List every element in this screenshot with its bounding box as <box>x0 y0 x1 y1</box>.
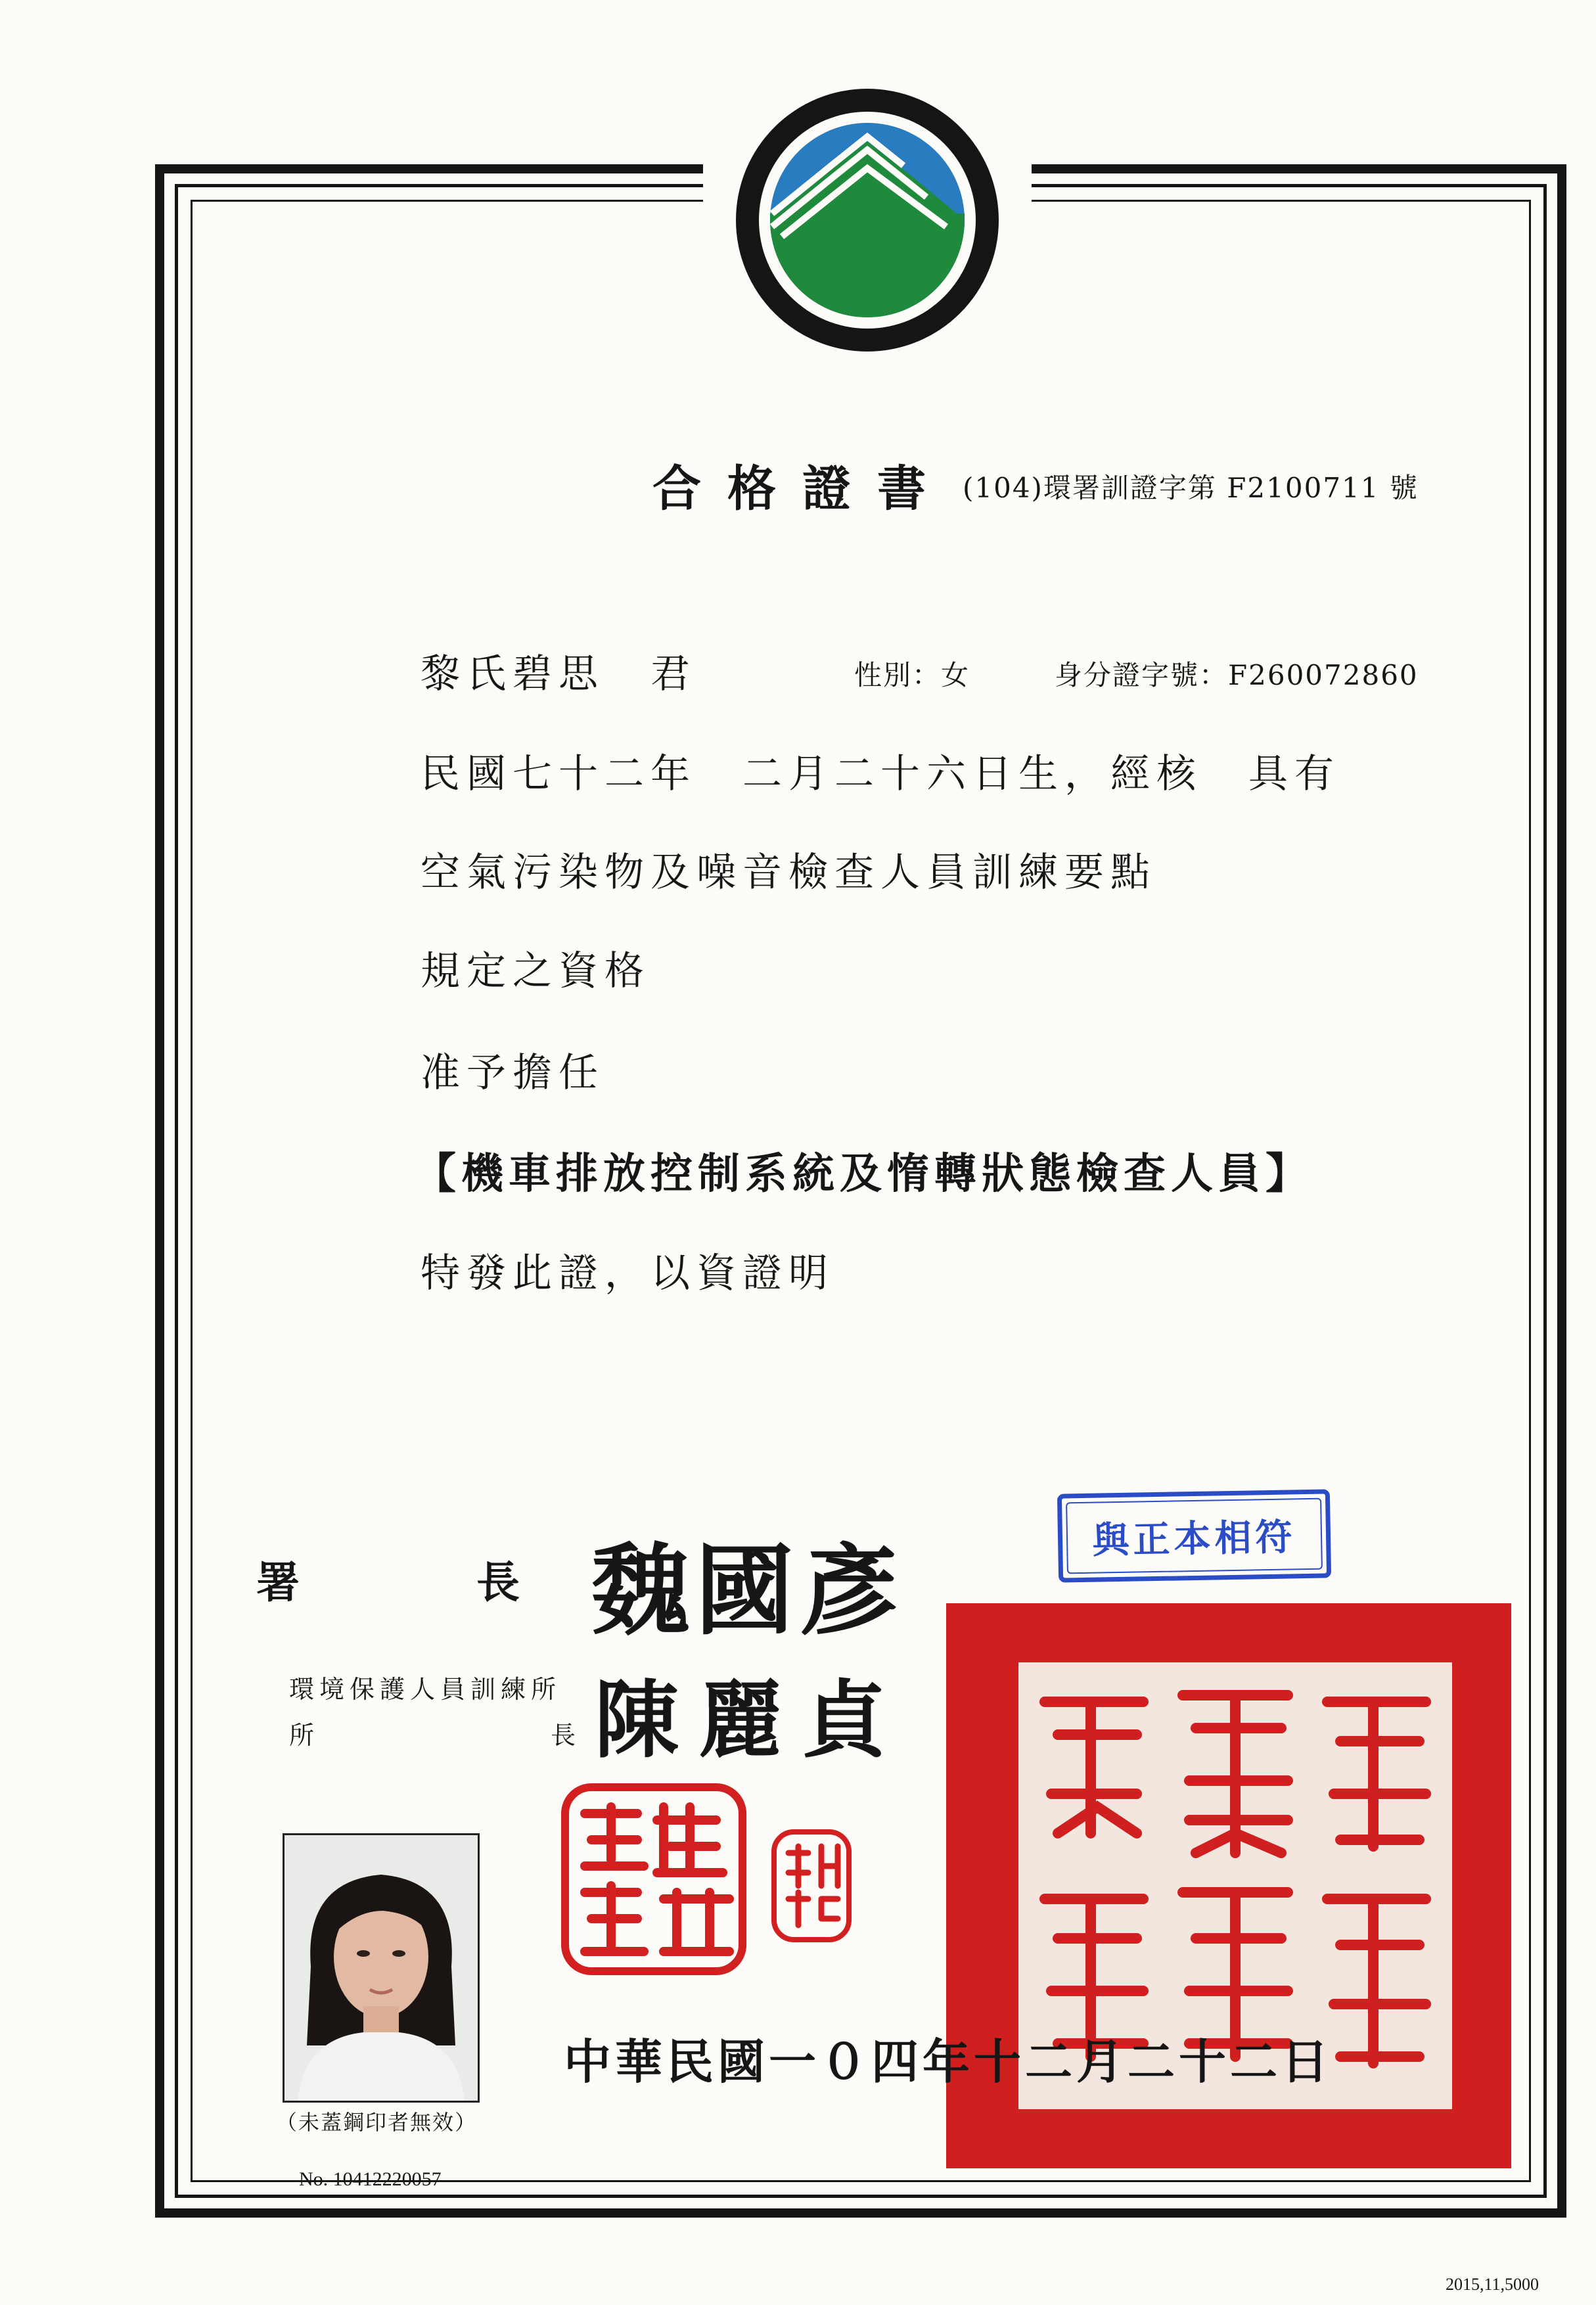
portrait-image <box>285 1835 478 2101</box>
certificate-title: 合格證書 <box>652 461 952 517</box>
director-signature: 陳麗貞 <box>595 1671 907 1769</box>
minister-title: 署 <box>256 1557 300 1608</box>
issue-line: 特發此證，以資證明 <box>421 1250 834 1296</box>
holder-photo <box>283 1833 480 2103</box>
director-title-left: 所 <box>289 1721 315 1750</box>
certificate-number: (104)環署訓證字第 F2100711 號 <box>963 472 1419 504</box>
holder-id-number: 身分證字號：F260072860 <box>1055 659 1419 691</box>
qualification-line: 規定之資格 <box>421 948 650 994</box>
training-institute-name: 環境保護人員訓練所 <box>289 1675 562 1704</box>
holder-name: 黎氏碧思 君 <box>421 651 696 697</box>
minister-signature: 魏國彥 <box>591 1533 903 1649</box>
shop-red-seal <box>559 1781 749 1978</box>
true-copy-stamp-border <box>1066 1498 1323 1574</box>
holder-gender: 性別：女 <box>854 659 970 691</box>
birth-line: 民國七十二年 二月二十六日生，經核 具有 <box>421 751 1340 797</box>
epa-emblem-logo <box>677 79 1058 381</box>
small-red-seal <box>769 1827 854 1945</box>
training-line: 空氣污染物及噪音檢查人員訓練要點 <box>421 850 1156 896</box>
serial-number: No. 10412220057 <box>299 2168 442 2190</box>
true-copy-stamp-text: 與正本相符 <box>1092 1515 1297 1563</box>
approve-line: 准予擔任 <box>421 1050 604 1096</box>
minister-title-suffix: 長 <box>476 1557 520 1608</box>
issue-date: 中華民國一０四年十二月二十二日 <box>564 2034 1333 2089</box>
photo-caption: （未蓋鋼印者無效） <box>276 2110 478 2135</box>
director-title-right: 長 <box>551 1721 576 1750</box>
print-code: 2015,11,5000 <box>1446 2275 1539 2294</box>
true-copy-stamp <box>1057 1489 1331 1582</box>
position-line: 【機車排放控制系統及惰轉狀態檢查人員】 <box>414 1149 1313 1198</box>
